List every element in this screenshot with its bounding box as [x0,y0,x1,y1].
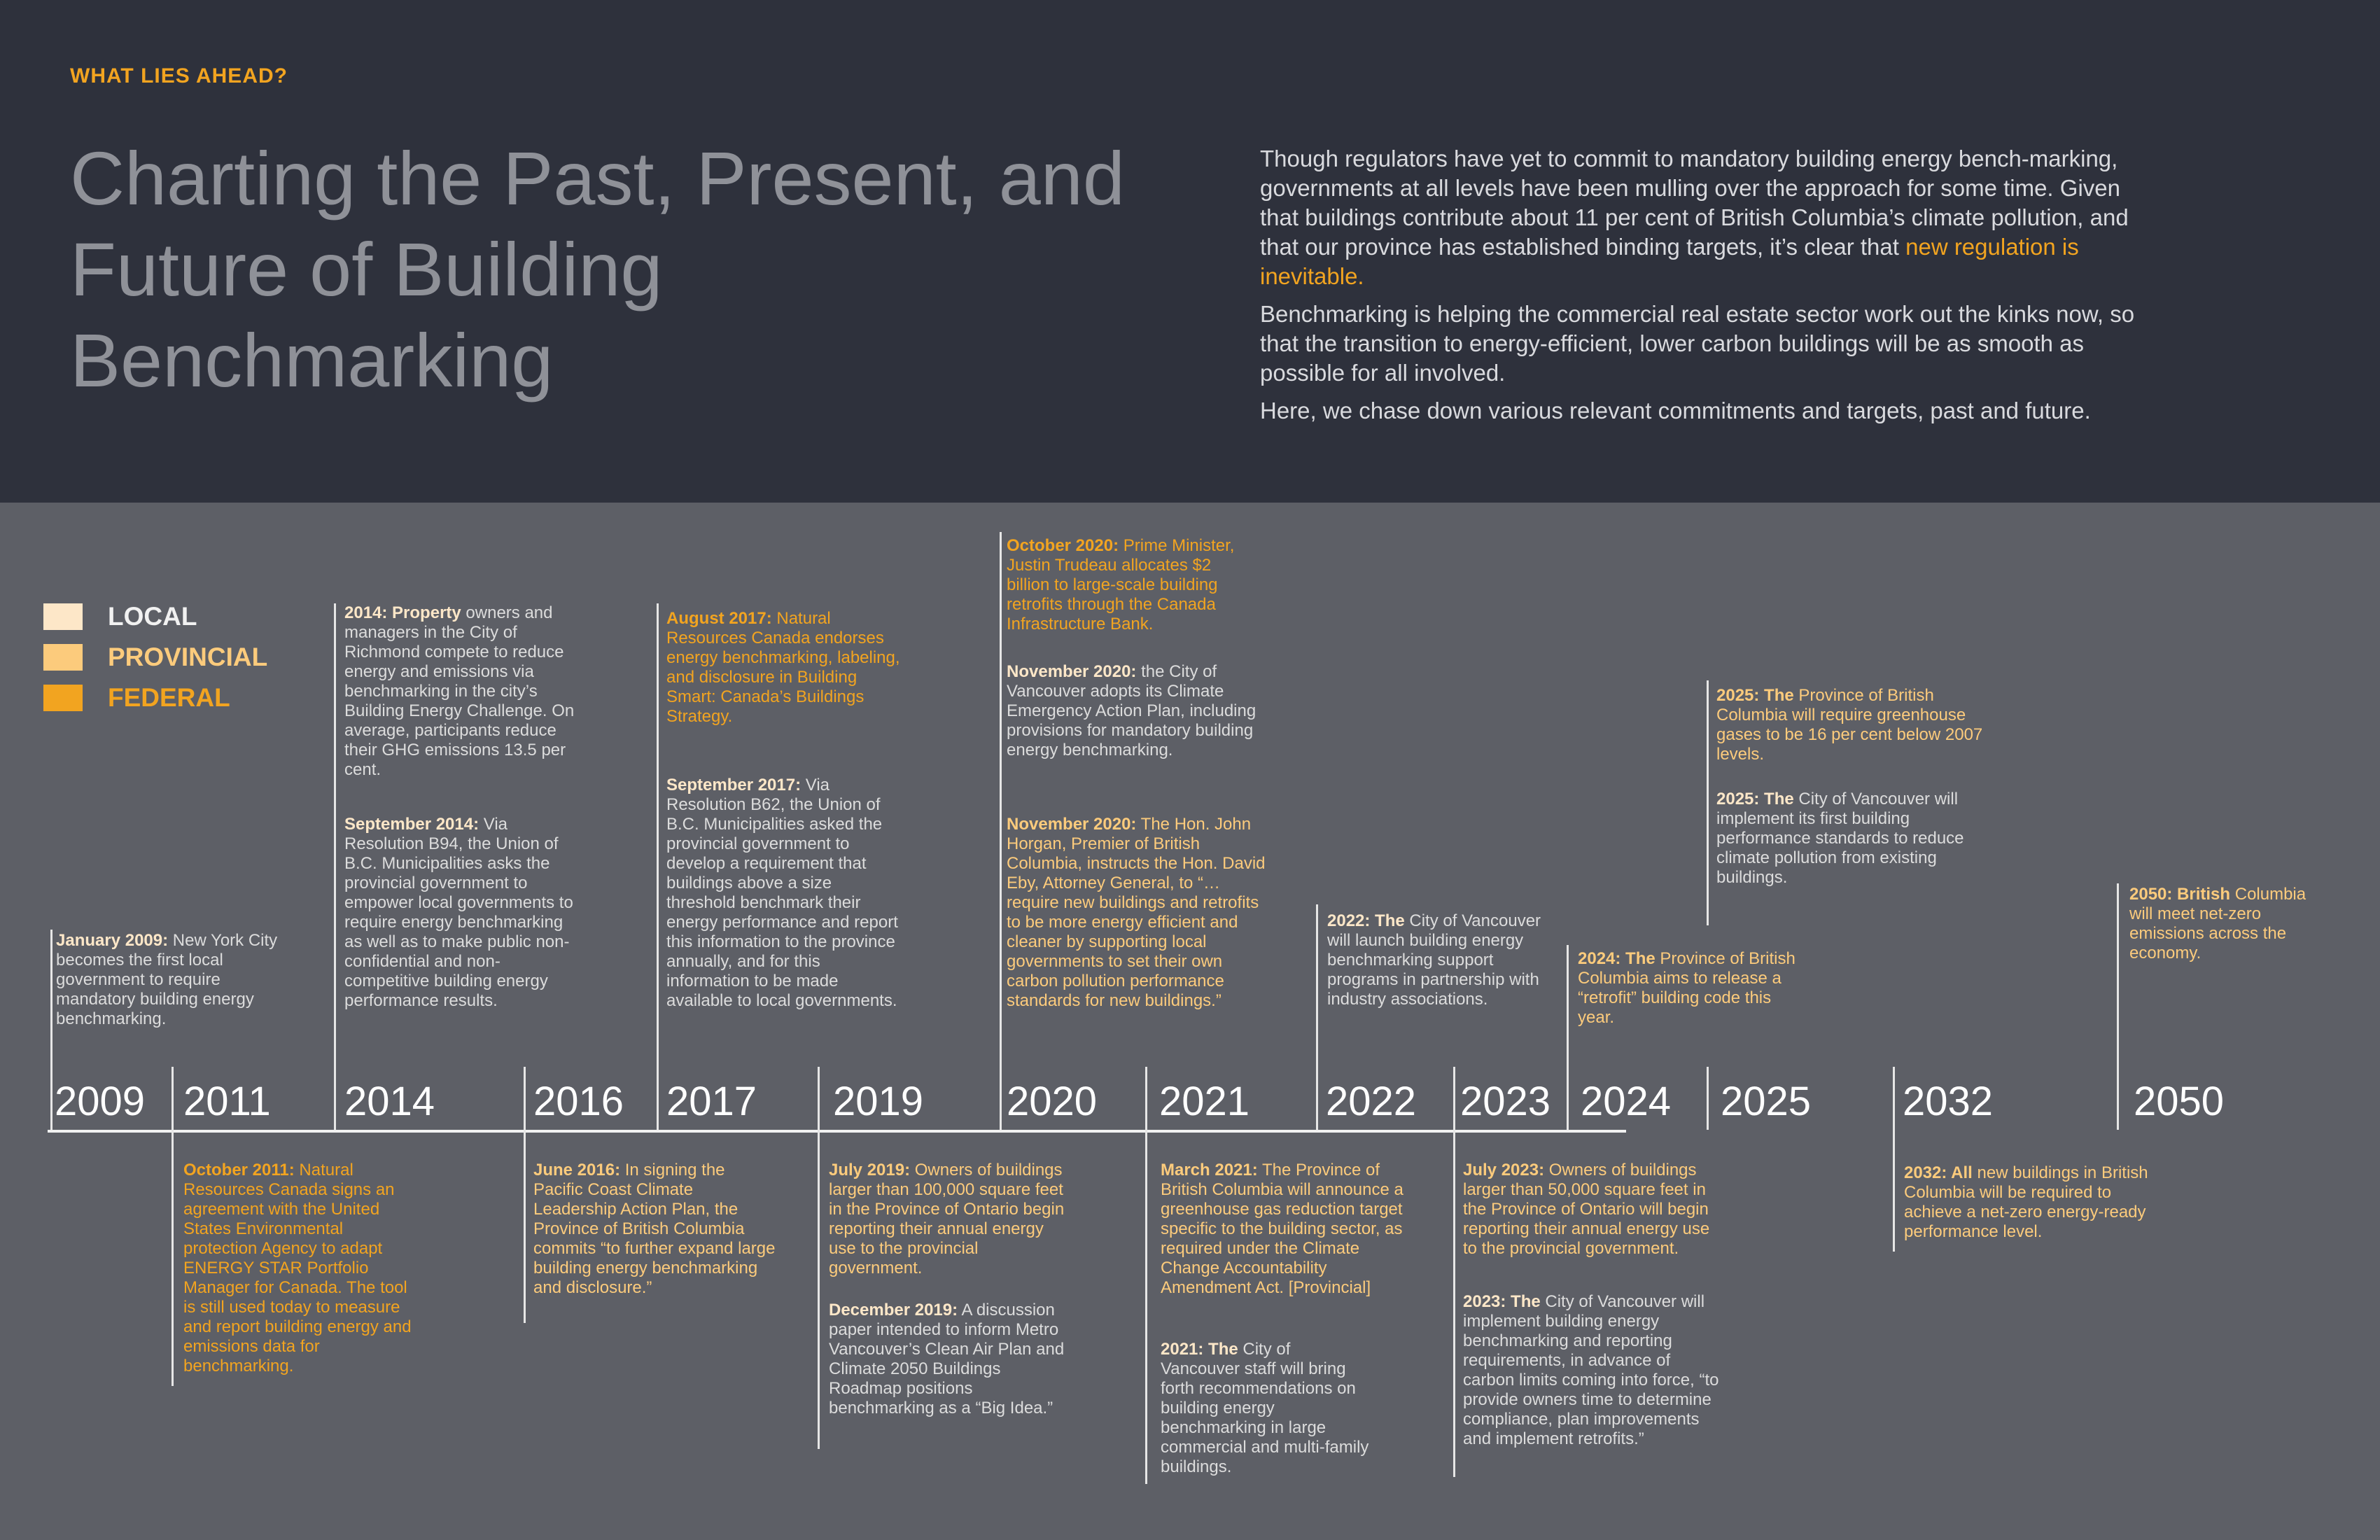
event-text: Columbia will meet net-zero emissions across the economy. [2129,885,2306,962]
legend-swatch-local [43,603,83,630]
event-2025-province [1716,686,2003,764]
event-label: September 2014: [344,815,479,834]
legend-label-local: LOCAL [108,602,197,631]
connector-2009 [50,930,52,1130]
event-label: 2050: British [2129,885,2231,904]
event-text: Prime Minister, Justin Trudeau allocates $2 billion to large-scale building retrofits through the Canada Infrastructure Bank. [1007,536,1235,634]
legend-swatch-federal [43,685,83,711]
connector-2011 [172,1067,174,1386]
event-label: 2023: The [1463,1292,1541,1311]
event-mar-2021 [1161,1161,1406,1298]
event-label: November 2020: [1007,815,1137,834]
year-label: 2014 [344,1079,435,1124]
event-label: August 2017: [666,609,772,628]
event-label: November 2020: [1007,662,1137,681]
legend-swatch-provincial [43,644,83,671]
event-2024 [1578,949,1809,1028]
intro-paragraph-1 [1260,144,2142,291]
year-label: 2050 [2134,1079,2225,1124]
event-2023 [1463,1292,1722,1449]
event-text: City of Vancouver staff will bring forth recommendations on building energy benchmarking in large commercial and multi-family buildings. [1161,1340,1369,1476]
event-label: 2021: The [1161,1340,1238,1359]
event-text: Province of British Columbia will require greenhouse gases to be 16 per cent below 2007 levels. [1716,686,1983,764]
event-sep-2014 [344,815,575,1011]
event-label: October 2020: [1007,536,1119,555]
connector-2025-upper [1707,680,1709,925]
event-text: new buildings in British Columbia will be required to achieve a net-zero energy-ready performance level. [1904,1163,2148,1241]
event-label: December 2019: [829,1301,958,1320]
event-text: In signing the Pacific Coast Climate Leadership Action Plan, the Province of British Columbia commits “to further expand large building energy benchmarking and disclosure.” [533,1161,776,1297]
year-label: 2019 [833,1079,924,1124]
event-oct-2011 [183,1161,421,1376]
event-oct-2020 [1007,536,1259,634]
event-text: New York City becomes the first local government to require mandatory building energy benchmarking. [56,931,278,1028]
event-2014 [344,603,575,780]
year-label: 2016 [533,1079,624,1124]
year-label: 2020 [1007,1079,1098,1124]
event-jul-2019 [829,1161,1074,1278]
intro-text [1260,144,2142,434]
event-2032 [1904,1163,2170,1242]
event-text: Natural Resources Canada signs an agreement with the United States Environmental protection Agency to adapt ENERGY STAR Portfolio Manager for Canada. The tool is still used today to measure and report building energy and emissions data for benchmarking. [183,1161,412,1376]
year-label: 2022 [1326,1079,1417,1124]
year-label: 2023 [1460,1079,1551,1124]
event-label: September 2017: [666,776,802,794]
event-label: 2032: All [1904,1163,1973,1182]
event-text: Via Resolution B94, the Union of B.C. Municipalities asks the provincial government to empower local governments to require energy benchmarking as well as to make public non-confidential and non-competitive building energy performance results. [344,815,573,1010]
intro-paragraph-2: Benchmarking is helping the commercial real estate sector work out the kinks now, so that the transition to energy-efficient, lower carbon buildings will be as smooth as possible for all involved. [1260,301,2135,386]
event-text: The Province of British Columbia will announce a greenhouse gas reduction target specific to the building sector, as required under the Climate Change Accountability Amendment Act. [Provincial] [1161,1161,1404,1297]
event-text: Owners of buildings larger than 100,000 square feet in the Province of Ontario begin reporting their annual energy use to the provincial government. [829,1161,1065,1278]
connector-2050 [2117,883,2119,1130]
year-label: 2024 [1581,1079,1672,1124]
event-2050 [2129,885,2332,963]
event-text: City of Vancouver will implement building energy benchmarking and reporting requirements, in advance of carbon limits coming into force, “to provide owners time to determine compliance, plan improvements and implement retrofits.” [1463,1292,1719,1448]
year-label: 2025 [1721,1079,1812,1124]
event-2022 [1327,911,1544,1009]
year-label: 2009 [55,1079,146,1124]
connector-2024 [1567,945,1569,1130]
event-aug-2017 [666,609,904,727]
event-sep-2017 [666,776,904,1011]
event-label: January 2009: [56,931,169,950]
event-label: 2024: The [1578,949,1656,968]
inevitable-link[interactable]: new regulation is inevitable. [1260,234,2079,289]
event-jan-2009 [56,931,287,1029]
connector-2022 [1316,904,1318,1130]
event-text: City of Vancouver will launch building energy benchmarking support programs in partnership with industry associations. [1327,911,1541,1009]
event-text: Via Resolution B62, the Union of B.C. Municipalities asked the provincial government to develop a requirement that buildings above a size threshold benchmark their energy performance and report this information to the province annually, and for this information to be made available to local governments. [666,776,898,1010]
intro-paragraph-3: Here, we chase down various relevant commitments and targets, past and future. [1260,398,2091,424]
connector-2017 [657,603,659,1130]
year-label: 2017 [666,1079,757,1124]
event-text: Owners of buildings larger than 50,000 square feet in the Province of Ontario will begin reporting their annual energy use to the provincial government. [1463,1161,1710,1258]
event-2021 [1161,1340,1371,1477]
event-label: 2022: The [1327,911,1405,930]
event-text: A discussion paper intended to inform Metro Vancouver’s Clean Air Plan and Climate 2050 Buildings Roadmap positions benchmarking as a “Big Idea.” [829,1301,1065,1418]
event-label: July 2019: [829,1161,911,1180]
event-label: 2025: The [1716,790,1794,808]
event-text: Natural Resources Canada endorses energy benchmarking, labeling, and disclosure in Building Smart: Canada’s Buildings Strategy. [666,609,900,726]
event-text: City of Vancouver will implement its first building performance standards to reduce climate pollution from existing buildings. [1716,790,1964,887]
connector-2025-lower [1707,1067,1709,1130]
legend-label-federal: FEDERAL [108,683,230,712]
event-label: 2014: Property [344,603,461,622]
connector-2023 [1453,1067,1455,1477]
connector-2014 [334,603,336,1130]
event-text: owners and managers in the City of Richmond compete to reduce energy and emissions via benchmarking in the city’s Building Energy Challenge. On average, participants reduce their GHG emissions 13.5 per cent. [344,603,575,779]
event-label: July 2023: [1463,1161,1545,1180]
year-label: 2021 [1159,1079,1250,1124]
timeline-axis [48,1130,1626,1133]
connector-2021 [1145,1067,1147,1484]
connector-2016 [524,1067,526,1323]
event-label: June 2016: [533,1161,621,1180]
event-text: the City of Vancouver adopts its Climate Emergency Action Plan, including provisions for mandatory building energy benchmarking. [1007,662,1256,760]
connector-2032 [1893,1067,1895,1252]
event-text: Province of British Columbia aims to release a “retrofit” building code this year. [1578,949,1795,1027]
event-label: March 2021: [1161,1161,1258,1180]
year-label: 2011 [183,1079,271,1124]
header-banner [0,0,2380,503]
connector-2020 [1000,532,1002,1130]
event-dec-2019 [829,1301,1074,1418]
event-label: October 2011: [183,1161,295,1180]
event-nov-2020-vancouver [1007,662,1259,760]
page-title: Charting the Past, Present, and Future of Building Benchmarking [70,136,1125,402]
event-text: The Hon. John Horgan, Premier of British Columbia, instructs the Hon. David Eby, Attorney General, to “…require new buildings and retrofits to be more energy efficient and cleaner by supporting local governments to set their own carbon pollution performance standards for new buildings.” [1007,815,1266,1010]
event-2025-vancouver [1716,790,1996,888]
section-kicker: WHAT LIES AHEAD? [70,64,288,88]
event-nov-2020-province [1007,815,1266,1011]
event-jun-2016 [533,1161,778,1298]
connector-2019 [818,1067,820,1449]
intro-paragraph-1-text: Though regulators have yet to commit to mandatory building energy bench-marking, governments at all levels have been mulling over the approach for some time. Given that buildings contribute about 11 per cent of British Columbia’s climate pollution, and that our province has established binding targets, it’s clear that [1260,146,2129,260]
year-label: 2032 [1903,1079,1994,1124]
event-jul-2023 [1463,1161,1715,1259]
event-label: 2025: The [1716,686,1794,705]
legend-label-provincial: PROVINCIAL [108,643,268,671]
